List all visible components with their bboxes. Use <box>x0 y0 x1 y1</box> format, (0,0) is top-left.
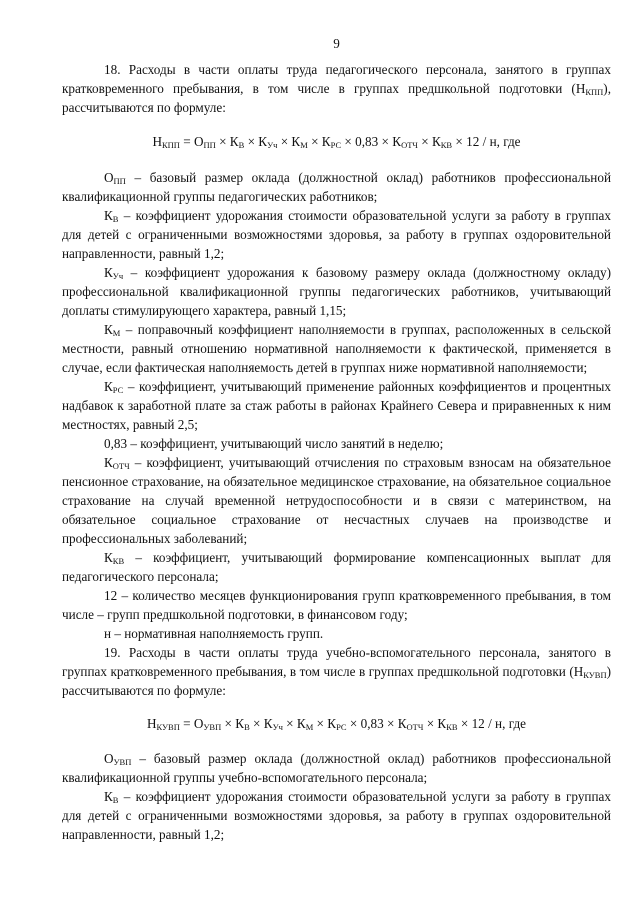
definition-kuch: $К_{Уч}$ – коэффициент удорожания к базовому размеру оклада (должностному окладу) профессиональной квалификационной группы педагогических работников, учитывающий доплаты стимулирующего характера, равный 1,15; <box>62 265 611 318</box>
definition-ouvp: $О_{УВП}$ – базовый размер оклада (должностной оклад) работников профессиональной квалификационной группы учебно-вспомогательного персонала; <box>62 751 611 785</box>
definition-n: н – нормативная наполняемость групп. <box>104 626 324 641</box>
formula-nkpp: $Н_{КПП} = О_{ПП} \times К_В \times К_{Уч} \times К_М \times К_{РС} \times 0,83 \times К_{ОТЧ} \times К_{КВ} \times 12 / н$, где <box>152 134 521 150</box>
definition-12: 12 – количество месяцев функционирования групп кратковременного пребывания, в том числе – групп предшкольной подготовки, в финансовом году; <box>62 588 611 622</box>
definition-083: 0,83 – коэффициент, учитывающий число занятий в неделю; <box>104 436 444 451</box>
definition-krs: $К_{РС}$ – коэффициент, учитывающий применение районных коэффициентов и процентных надбавок к заработной плате за стаж работы в районах Крайнего Севера и приравненных к ним местностях, равный 2,5; <box>62 379 611 432</box>
definition-km: $К_М$ – поправочный коэффициент наполняемости в группах, расположенных в сельской местности, равный отношению нормативной наполняемости к фактической, применяется в случае, если фактическая наполняемость детей в группах ниже нормативной наполняемости; <box>62 322 611 375</box>
definition-kotch: $К_{ОТЧ}$ – коэффициент, учитывающий отчисления по страховым взносам на обязательное пенсионное страхование, на обязательное медицинское страхование, на обязательное социальное страхование на случай временной нетрудоспособности и в связи с материнством, на обязательное социальное страхование от несчастных случаев на производстве и профессиональных заболеваний; <box>62 455 611 546</box>
paragraph-18: 18. Расходы в части оплаты труда педагогического персонала, занятого в группах кратковременного пребывания, в том числе в группах предшкольной подготовки $(Н_{КПП})$, рассчитываются по формуле: <box>62 62 611 115</box>
definition-opp: $О_{ПП}$ – базовый размер оклада (должностной оклад) работников профессиональной квалификационной группы педагогических работников; <box>62 170 611 204</box>
definition-kv: $К_В$ – коэффициент удорожания стоимости образовательной услуги за работу в группах для детей с ограниченными возможностями здоровья, за работу в группах оздоровительной направленности, равный 1,2; <box>62 208 611 261</box>
formula-nkuvp: $Н_{КУВП} = О_{УВП} \times К_В \times К_{Уч} \times К_М \times К_{РС} \times 0,83 \times К_{ОТЧ} \times К_{КВ} \times 12 / н$, где <box>146 716 527 732</box>
page-number: 9 <box>333 36 340 51</box>
paragraph-19: 19. Расходы в части оплаты труда учебно-вспомогательного персонала, занятого в группах кратковременного пребывания, в том числе в группах предшкольной подготовки $(Н_{КУВП})$ рассчитываются по формуле: <box>62 645 611 698</box>
definition-kv-2: $К_В$ – коэффициент удорожания стоимости образовательной услуги за работу в группах для детей с ограниченными возможностями здоровья, за работу в группах оздоровительной направленности, равный 1,2; <box>62 789 611 842</box>
definition-kkv: $К_{КВ}$ – коэффициент, учитывающий формирование компенсационных выплат для педагогического персонала; <box>62 550 611 584</box>
document-body <box>62 60 611 844</box>
